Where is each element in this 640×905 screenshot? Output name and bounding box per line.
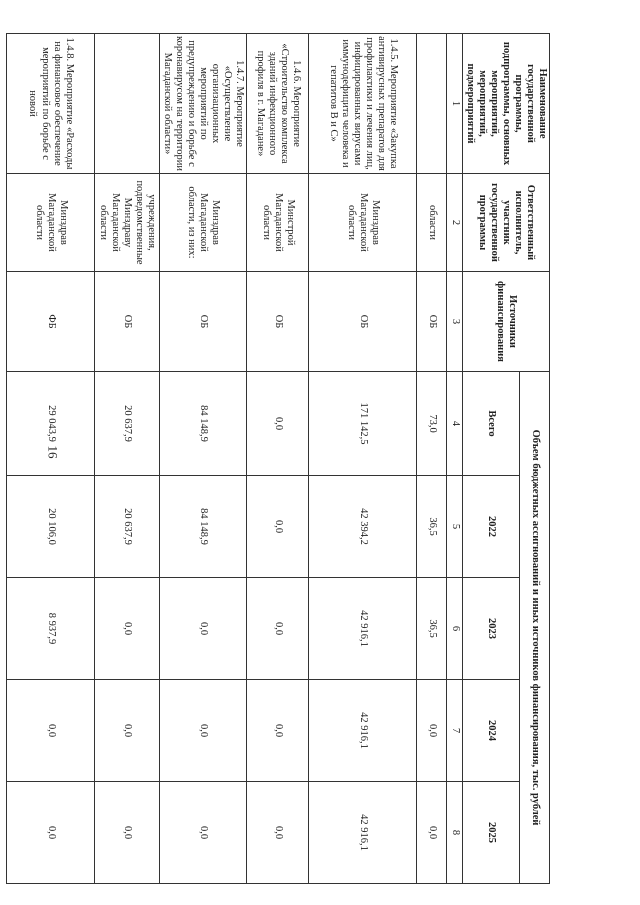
row-value-cell: 42 916,1 — [309, 578, 417, 680]
row-value-cell: 0,0 — [247, 372, 309, 476]
row-value-cell: 0,0 — [417, 680, 447, 782]
header-row-1 — [520, 34, 550, 884]
row-value-cell: 0,0 — [95, 578, 160, 680]
header-responsible: Ответственный исполнитель, участник государственной программы — [462, 174, 549, 272]
row-source-cell: ФБ — [7, 272, 95, 372]
row-source-cell: ОБ — [95, 272, 160, 372]
row-value-cell: 36,5 — [417, 476, 447, 578]
row-value-cell: 0,0 — [7, 680, 95, 782]
row-responsible-cell: учреждения, подведомственные Минздраву Магаданской области — [95, 174, 160, 272]
row-name-cell: 1.4.7. Мероприятие «Осуществление организационных мероприятий по предупреждению и борьбе с коронавирусом на территории Магаданской области» — [160, 34, 247, 174]
col-number: 8 — [447, 782, 462, 884]
col-number: 6 — [447, 578, 462, 680]
table-row — [7, 34, 95, 884]
row-value-cell: 0,0 — [247, 782, 309, 884]
row-value-cell: 0,0 — [160, 680, 247, 782]
row-value-cell: 42 394,2 — [309, 476, 417, 578]
header-volume: Объем бюджетных ассигнований и иных источников финансирования, тыс. рублей — [520, 372, 550, 884]
column-numbers-row — [447, 34, 462, 884]
header-name: Наименование государственной программы, подпрограммы, основных мероприятий, мероприятий, подмероприятий — [462, 34, 549, 174]
row-responsible-cell: Минздрав Магаданской области — [7, 174, 95, 272]
page-number: 16 — [45, 445, 61, 459]
financing-table — [6, 33, 550, 884]
row-value-cell: 0,0 — [95, 782, 160, 884]
row-value-cell: 0,0 — [95, 680, 160, 782]
row-name-cell: 1.4.6. Мероприятие «Строительство комплекса зданий инфекционного профиля в г. Магадане» — [247, 34, 309, 174]
row-value-cell: 36,5 — [417, 578, 447, 680]
header-source: Источники финансирования — [462, 272, 549, 372]
row-responsible-cell: Минздрав Магаданской области — [309, 174, 417, 272]
table-row — [417, 34, 447, 884]
row-responsible-cell: Минстрой Магаданской области — [247, 174, 309, 272]
header-year-2025: 2025 — [462, 782, 519, 884]
header-year-2022: 2022 — [462, 476, 519, 578]
col-number: 2 — [447, 174, 462, 272]
row-value-cell: 20 106,0 — [7, 476, 95, 578]
row-source-cell: ОБ — [160, 272, 247, 372]
row-value-cell: 20 637,9 — [95, 476, 160, 578]
row-name-cell — [417, 34, 447, 174]
row-value-cell: 0,0 — [7, 782, 95, 884]
row-responsible-cell: области — [417, 174, 447, 272]
row-value-cell: 0,0 — [417, 782, 447, 884]
row-value-cell: 0,0 — [247, 476, 309, 578]
row-value-cell: 0,0 — [247, 578, 309, 680]
row-source-cell: ОБ — [247, 272, 309, 372]
col-number: 5 — [447, 476, 462, 578]
table-row — [309, 34, 417, 884]
row-value-cell: 20 637,9 — [95, 372, 160, 476]
row-value-cell: 0,0 — [247, 680, 309, 782]
header-year-2023: 2023 — [462, 578, 519, 680]
row-value-cell: 84 148,9 — [160, 372, 247, 476]
row-source-cell: ОБ — [417, 272, 447, 372]
row-name-cell: 1.4.8. Мероприятие «Расходы на финансовое обеспечение мероприятий по борьбе с новой — [7, 34, 95, 174]
row-value-cell: 42 916,1 — [309, 782, 417, 884]
row-value-cell: 171 142,5 — [309, 372, 417, 476]
header-year-2024: 2024 — [462, 680, 519, 782]
row-value-cell: 29 043,9 — [7, 372, 95, 476]
row-responsible-cell: Минздрав Магаданской области, из них: — [160, 174, 247, 272]
row-value-cell: 0,0 — [160, 578, 247, 680]
row-value-cell: 0,0 — [160, 782, 247, 884]
table-row — [247, 34, 309, 884]
table-row — [160, 34, 247, 884]
col-number: 7 — [447, 680, 462, 782]
col-number: 4 — [447, 372, 462, 476]
row-value-cell: 73,0 — [417, 372, 447, 476]
row-value-cell: 84 148,9 — [160, 476, 247, 578]
row-name-cell: 1.4.5. Мероприятие «Закупка антивирусных препаратов для профилактики и лечения лиц, инфицированных вирусами иммунодефицита человека и гепатитов В и С» — [309, 34, 417, 174]
row-source-cell: ОБ — [309, 272, 417, 372]
col-number: 3 — [447, 272, 462, 372]
row-name-cell — [95, 34, 160, 174]
header-total: Всего — [462, 372, 519, 476]
col-number: 1 — [447, 34, 462, 174]
table-row — [95, 34, 160, 884]
row-value-cell: 8 937,9 — [7, 578, 95, 680]
row-value-cell: 42 916,1 — [309, 680, 417, 782]
